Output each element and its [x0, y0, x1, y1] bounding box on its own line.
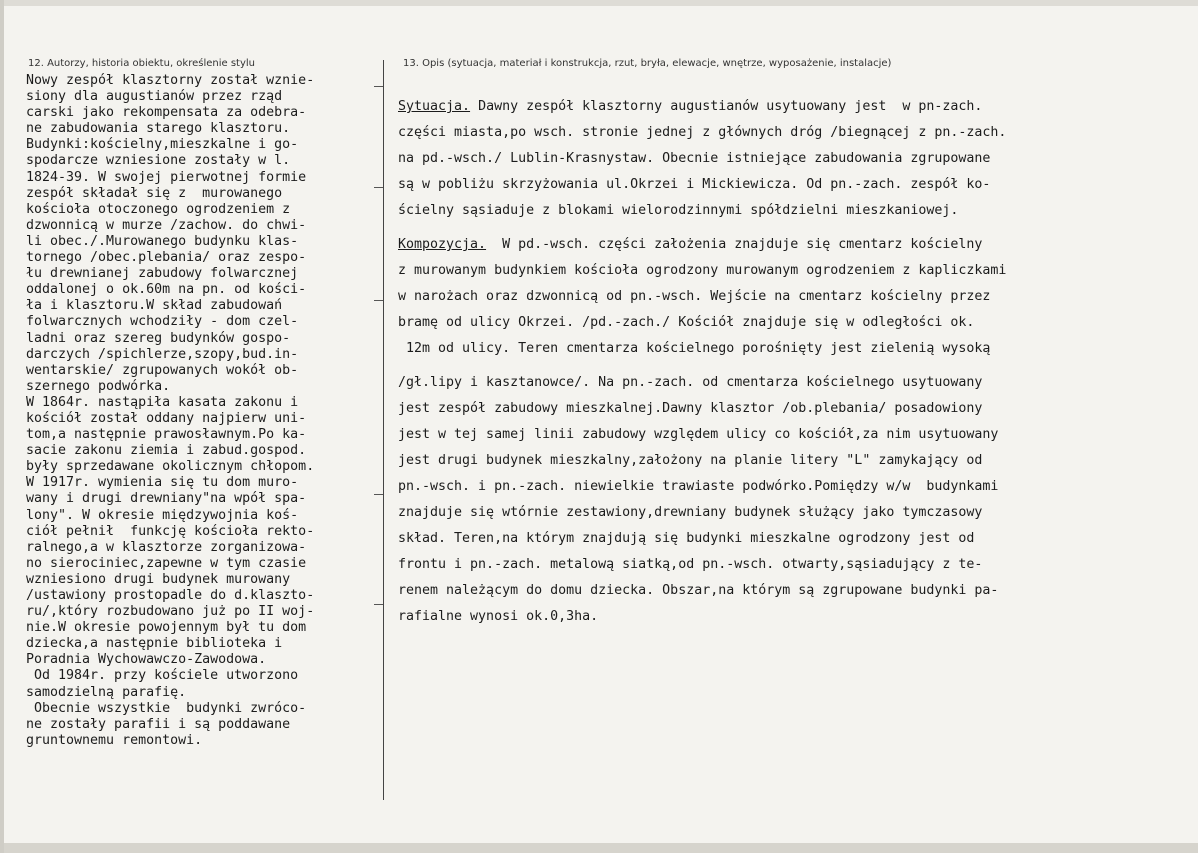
page-edge-bottom: [0, 843, 1198, 853]
text-line: Poradnia Wychowawczo-Zawodowa.: [26, 652, 267, 668]
text-line: wany i drugi drewniany"na wpół spa-: [26, 491, 307, 507]
text-line: li obec./.Murowanego budynku klas-: [26, 233, 299, 249]
text-line: tom,a następnie prawosławnym.Po ka-: [26, 427, 307, 443]
text-line: zespół składał się z murowanego: [26, 185, 283, 201]
text-line: oddalonej o ok.60m na pn. od kości-: [26, 282, 307, 298]
text-line: dziecka,a następnie biblioteka i: [26, 636, 283, 652]
column-divider: [383, 60, 384, 800]
text-line: darczych /spichlerze,szopy,bud.in-: [26, 346, 299, 362]
text-line: ła i klasztoru.W skład zabudowań: [26, 298, 283, 314]
text-line: kościół został oddany najpierw uni-: [26, 410, 307, 426]
text-line: skład. Teren,na którym znajdują się budynki mieszkalne ogrodzony jest od: [398, 531, 975, 546]
text-line: są w pobliżu skrzyżowania ul.Okrzei i Mickiewicza. Od pn.-zach. zespół ko-: [398, 177, 991, 192]
composition-label: Kompozycja.: [398, 237, 487, 252]
situation-line: [398, 94, 1178, 120]
text-line: Od 1984r. przy kościele utworzono: [26, 668, 299, 684]
page-edge-top: [0, 0, 1198, 6]
text-line: jest drugi budynek mieszkalny,założony na planie litery "L" zamykający od: [398, 453, 983, 468]
situation-text: Dawny zespół klasztorny augustianów usytuowany jest w pn-zach.: [470, 99, 983, 114]
text-line: 1824-39. W swojej pierwotnej formie: [26, 169, 307, 185]
history-text-column: [26, 73, 382, 749]
text-line: /gł.lipy i kasztanowce/. Na pn.-zach. od cmentarza kościelnego usytuowany: [398, 375, 983, 390]
text-line: szernego podwórka.: [26, 378, 171, 394]
text-line: ralnego,a w klasztorze zorganizowa-: [26, 539, 307, 555]
text-line: wzniesiono drugi budynek murowany: [26, 571, 291, 587]
page-edge-left: [0, 0, 4, 853]
text-line: lony". W okresie międzywojnia koś-: [26, 507, 299, 523]
text-line: jest w tej samej linii zabudowy względem ulicy co kościół,za nim usytuowany: [398, 427, 999, 442]
text-line: jest zespół zabudowy mieszkalnej.Dawny klasztor /ob.plebania/ posadowiony: [398, 401, 983, 416]
text-line: no sierociniec,zapewne w tym czasie: [26, 555, 307, 571]
text-line: siony dla augustianów przez rząd: [26, 89, 283, 105]
text-line: Obecnie wszystkie budynki zwróco-: [26, 700, 307, 716]
situation-label: Sytuacja.: [398, 99, 471, 114]
text-line: nie.W okresie powojennym był tu dom: [26, 620, 307, 636]
text-line: sacie zakonu ziemia i zabud.gospod.: [26, 443, 307, 459]
text-line: wentarskie/ zgrupowanych wokół ob-: [26, 362, 299, 378]
text-line: rafialne wynosi ok.0,3ha.: [398, 609, 599, 624]
text-line: ne zostały parafii i są poddawane: [26, 716, 291, 732]
text-line: Nowy zespół klasztorny został wznie-: [26, 73, 315, 88]
text-line: pn.-wsch. i pn.-zach. niewielkie trawiaste podwórko.Pomiędzy w/w budynkami: [398, 479, 999, 494]
text-line: carski jako rekompensata za odebra-: [26, 105, 307, 121]
text-line: ladni oraz szereg budynków gospo-: [26, 330, 291, 346]
text-line: na pd.-wsch./ Lublin-Krasnystaw. Obecnie istniejące zabudowania zgrupowane: [398, 151, 991, 166]
text-line: ciół pełnił funkcję kościoła rekto-: [26, 523, 315, 539]
description-text-column: [398, 94, 1178, 630]
composition-text: W pd.-wsch. części założenia znajduje się cmentarz kościelny: [486, 237, 983, 252]
text-line: znajduje się wtórnie zestawiony,drewniany budynek służący jako tymczasowy: [398, 505, 983, 520]
text-line: frontu i pn.-zach. metalową siatką,od pn.-wsch. otwarty,sąsiadujący z te-: [398, 557, 983, 572]
text-line: tornego /obec.plebania/ oraz zespo-: [26, 250, 307, 266]
text-line: 12m od ulicy. Teren cmentarza kościelnego porośnięty jest zielenią wysoką: [398, 341, 991, 356]
text-line: Budynki:kościelny,mieszkalne i go-: [26, 137, 299, 153]
text-line: renem należącym do domu dziecka. Obszar,na którym są zgrupowane budynki pa-: [398, 583, 999, 598]
text-line: w narożach oraz dzwonnicą od pn.-wsch. Wejście na cmentarz kościelny przez: [398, 289, 991, 304]
text-line: W 1917r. wymienia się tu dom muro-: [26, 475, 299, 491]
text-line: spodarcze wzniesione zostały w l.: [26, 153, 291, 169]
text-line: ru/,który rozbudowano już po II woj-: [26, 604, 315, 620]
text-line: /ustawiony prostopadle do d.klaszto-: [26, 588, 315, 603]
text-line: kościoła otoczonego ogrodzeniem z: [26, 201, 291, 217]
text-line: ścielny sąsiaduje z blokami wielorodzinnymi spółdzielni mieszkaniowej.: [398, 203, 959, 218]
text-line: gruntownemu remontowi.: [26, 732, 203, 748]
text-line: łu drewnianej zabudowy folwarcznej: [26, 266, 299, 282]
section-12-header: 12. Autorzy, historia obiektu, określenie stylu: [28, 58, 256, 69]
text-line: W 1864r. nastąpiła kasata zakonu i: [26, 394, 299, 410]
text-line: folwarcznych wchodziły - dom czel-: [26, 314, 299, 330]
text-line: samodzielną parafię.: [26, 684, 187, 700]
text-line: ne zabudowania starego klasztoru.: [26, 121, 291, 137]
text-line: bramę od ulicy Okrzei. /pd.-zach./ Kościół znajduje się w odległości ok.: [398, 315, 975, 330]
text-line: części miasta,po wsch. stronie jednej z głównych dróg /biegnącej z pn.-zach.: [398, 125, 1007, 140]
composition-line: [398, 232, 1178, 258]
text-line: dzwonnicą w murze /zachow. do chwi-: [26, 217, 307, 233]
text-line: były sprzedawane okolicznym chłopom.: [26, 459, 315, 475]
section-13-header: 13. Opis (sytuacja, materiał i konstrukcja, rzut, bryła, elewacje, wnętrze, wyposażenie, instalacje): [403, 58, 892, 69]
text-line: z murowanym budynkiem kościoła ogrodzony murowanym ogrodzeniem z kapliczkami: [398, 263, 1007, 278]
